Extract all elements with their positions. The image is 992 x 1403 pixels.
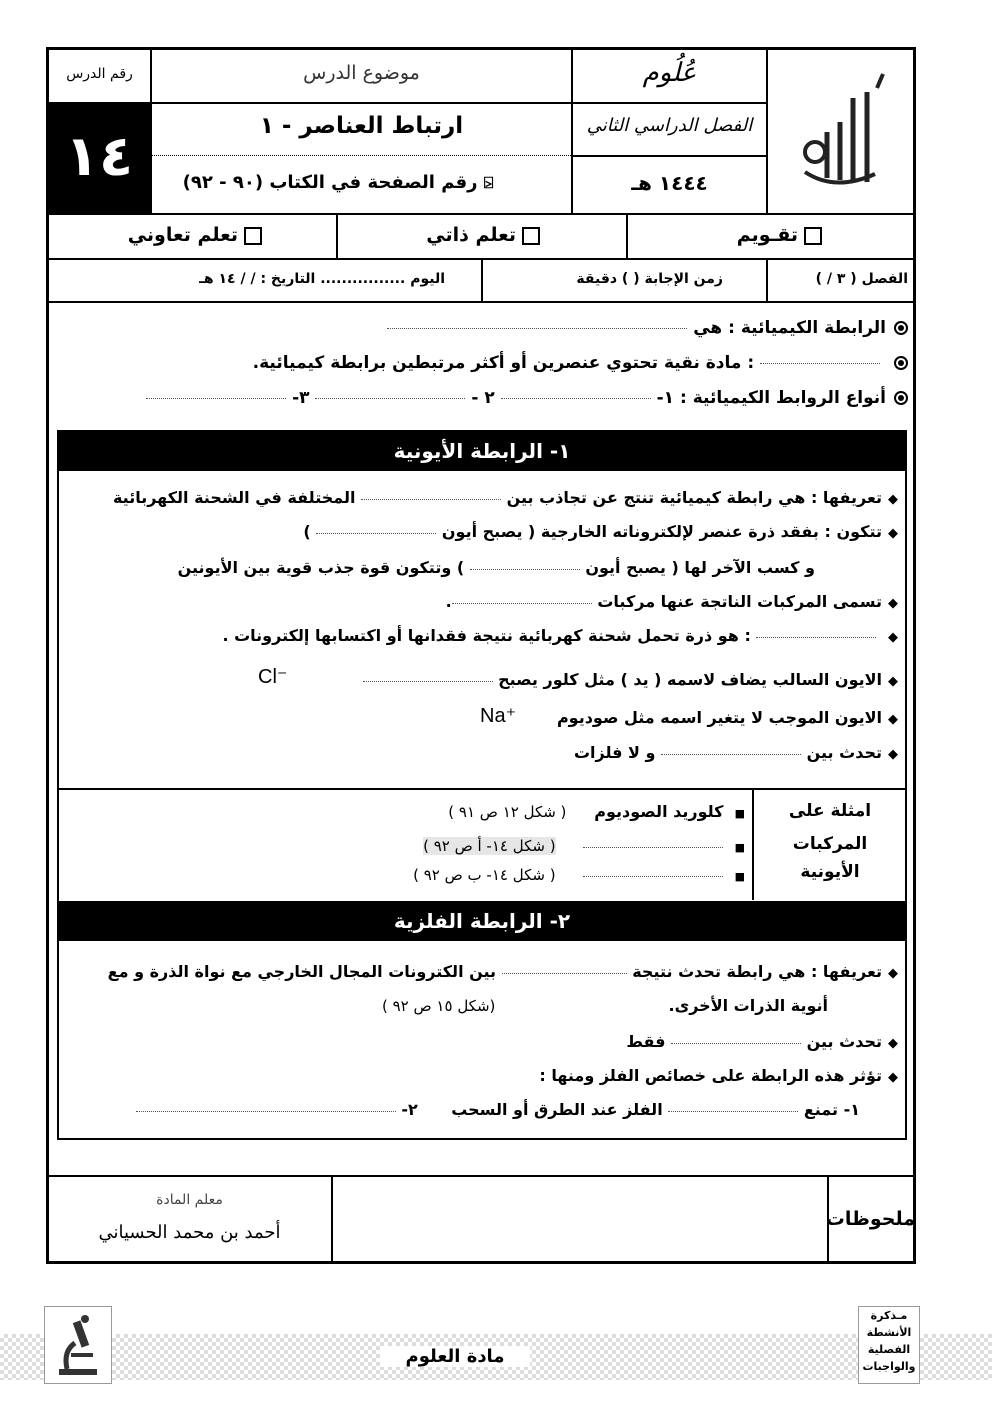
answer-blank[interactable] bbox=[668, 1110, 798, 1112]
answer-blank[interactable] bbox=[316, 532, 436, 534]
notes-label: ملحوظات bbox=[825, 1208, 915, 1230]
header-divider bbox=[766, 47, 768, 215]
square-bullet-icon: ■ bbox=[734, 870, 745, 883]
answer-blank[interactable] bbox=[146, 397, 286, 399]
booklet-line: الأنشطة bbox=[866, 1326, 912, 1339]
checkbox-icon[interactable] bbox=[522, 227, 540, 245]
intro-line-1: الرابطة الكيميائية : هي bbox=[60, 318, 908, 338]
diamond-bullet-icon: ◆ bbox=[888, 492, 898, 507]
diamond-bullet-icon: ◆ bbox=[888, 596, 898, 611]
topic-label: موضوع الدرس bbox=[303, 62, 420, 84]
answer-blank[interactable] bbox=[470, 568, 580, 570]
metallic-ref: (شكل ١٥ ص ٩٢ ) bbox=[382, 997, 496, 1015]
diamond-bullet-icon: ◆ bbox=[888, 526, 898, 541]
book-page bbox=[152, 172, 524, 193]
answer-blank[interactable] bbox=[315, 397, 465, 399]
cooperative-option[interactable] bbox=[48, 224, 268, 246]
checkbox-icon[interactable] bbox=[804, 227, 822, 245]
examples-label-1: امثلة على bbox=[788, 801, 872, 821]
answer-blank[interactable] bbox=[502, 972, 627, 974]
answer-blank[interactable] bbox=[760, 362, 880, 364]
teacher-name: أحمد بن محمد الحسياني bbox=[98, 1222, 281, 1243]
diamond-bullet-icon: ◆ bbox=[888, 1036, 898, 1051]
ionic-formation-1: ◆تتكون : بفقد ذرة عنصر لإلكتروناته الخارجية ( يصبح أيون ) bbox=[303, 522, 898, 541]
diamond-bullet-icon: ◆ bbox=[888, 630, 898, 645]
answer-time-field[interactable]: زمن الإجابة ( ) دقيقة bbox=[576, 271, 723, 287]
examples-label-3: الأيونية bbox=[800, 862, 860, 882]
answer-blank[interactable] bbox=[661, 753, 801, 755]
answer-blank[interactable] bbox=[387, 327, 687, 329]
diamond-bullet-icon: ◆ bbox=[888, 674, 898, 689]
subject-name: مادة العلوم bbox=[380, 1346, 530, 1367]
metallic-affects: ◆تؤثر هذه الرابطة على خصائص الفلز ومنها : bbox=[539, 1066, 898, 1085]
metallic-occurs: ◆تحدث بين فقط bbox=[626, 1032, 898, 1051]
example-1: ■ كلوريد الصوديوم ( شكل ١٢ ص ٩١ ) bbox=[448, 802, 745, 821]
answer-blank[interactable] bbox=[671, 1042, 801, 1044]
header-divider bbox=[571, 102, 766, 104]
lesson-number: ١٤ bbox=[48, 104, 150, 213]
calligraphy-logo-icon bbox=[775, 62, 905, 202]
microscope-logo bbox=[44, 1306, 112, 1384]
square-bullet-icon: ■ bbox=[734, 841, 745, 854]
example-3: ■ ( شكل ١٤- ب ص ٩٢ ) bbox=[413, 866, 745, 884]
booklet-line: الفصلية bbox=[867, 1343, 911, 1356]
book-icon: ⍄ bbox=[483, 173, 494, 192]
checkbox-icon[interactable] bbox=[244, 227, 262, 245]
evaluation-label: تقـويم bbox=[736, 224, 798, 246]
subject-title: عُلُوم bbox=[642, 58, 697, 88]
evaluation-option[interactable] bbox=[628, 224, 828, 246]
diamond-bullet-icon: ◆ bbox=[888, 712, 898, 727]
booklet-line: والواجبات bbox=[862, 1360, 916, 1373]
anion-line: ◆الايون السالب يضاف لاسمه ( يد ) مثل كلور يصبح bbox=[60, 670, 898, 689]
cation-line: ◆الايون الموجب لا يتغير اسمه مثل صوديوم bbox=[556, 708, 898, 727]
metallic-definition: ◆تعريفها : هي رابطة تحدث نتيجة بين الكترونات المجال الخارجي مع نواة الذرة و مع bbox=[107, 962, 898, 981]
answer-blank[interactable] bbox=[363, 680, 493, 682]
school-logo bbox=[775, 62, 905, 202]
cooperative-label: تعلم تعاوني bbox=[127, 224, 238, 246]
square-bullet-icon: ■ bbox=[734, 807, 745, 820]
intro-line-2: : مادة نقية تحتوي عنصرين أو أكثر مرتبطين برابطة كيميائية. bbox=[60, 353, 908, 373]
examples-label-2: المركبات bbox=[792, 834, 868, 854]
examples-top-line bbox=[57, 788, 907, 790]
self-learning-option[interactable] bbox=[338, 224, 546, 246]
bullet-icon bbox=[894, 321, 908, 335]
diamond-bullet-icon: ◆ bbox=[888, 747, 898, 762]
diamond-bullet-icon: ◆ bbox=[888, 1070, 898, 1085]
notes-area[interactable] bbox=[334, 1177, 826, 1262]
lesson-number-label: رقم الدرس bbox=[66, 66, 133, 82]
self-learning-label: تعلم ذاتي bbox=[426, 224, 516, 246]
answer-blank[interactable] bbox=[136, 1110, 396, 1112]
anion-symbol: Cl⁻ bbox=[258, 666, 288, 688]
ionic-named: ◆تسمى المركبات الناتجة عنها مركبات . bbox=[445, 592, 898, 611]
bullet-icon bbox=[894, 356, 908, 370]
dotted-divider bbox=[152, 155, 571, 156]
ion-definition: ◆ : هو ذرة تحمل شحنة كهربائية نتيجة فقدانها أو اكتسابها إلكترونات . bbox=[222, 626, 898, 645]
cation-symbol: Na⁺ bbox=[480, 705, 517, 727]
answer-blank[interactable] bbox=[361, 498, 501, 500]
header-divider bbox=[571, 155, 766, 157]
row-line bbox=[46, 301, 916, 303]
hijri-year: ١٤٤٤ هـ bbox=[631, 171, 708, 195]
microscope-icon bbox=[45, 1307, 111, 1383]
metallic-definition-2: أنوية الذرات الأخرى. bbox=[668, 996, 828, 1015]
intro-line-3: أنواع الروابط الكيميائية : ١- ٢ - ٣- bbox=[60, 388, 908, 408]
booklet-badge bbox=[858, 1306, 920, 1384]
ionic-occurs: ◆تحدث بين و لا فلزات bbox=[573, 743, 898, 762]
answer-blank[interactable] bbox=[583, 875, 723, 877]
example-2: ■ ( شكل ١٤- أ ص ٩٢ ) bbox=[423, 837, 745, 855]
booklet-line: مـذكرة bbox=[870, 1309, 908, 1322]
class-field[interactable]: الفصل ( ٣ / ) bbox=[815, 271, 908, 287]
bullet-icon bbox=[894, 391, 908, 405]
answer-blank[interactable] bbox=[452, 602, 592, 604]
metallic-properties: ١- تمنع الفلز عند الطرق أو السحب ٢- bbox=[60, 1100, 860, 1119]
answer-blank[interactable] bbox=[756, 636, 876, 638]
answer-blank[interactable] bbox=[583, 846, 723, 848]
diamond-bullet-icon: ◆ bbox=[888, 966, 898, 981]
ionic-formation-2: و كسب الآخر لها ( يصبح أيون ) وتتكون قوة جذب قوية بين الأيونين bbox=[177, 558, 815, 577]
day-date-field[interactable]: اليوم ................ التاريخ : / / ١٤ هـ bbox=[199, 271, 445, 287]
semester: الفصل الدراسي الثاني bbox=[586, 115, 753, 136]
answer-blank[interactable] bbox=[501, 397, 651, 399]
header-bottom-line bbox=[46, 213, 916, 215]
ionic-section-title: ١- الرابطة الأيونية bbox=[57, 431, 907, 471]
metallic-section-title: ٢- الرابطة الفلزية bbox=[57, 901, 907, 941]
topic-title: ارتباط العناصر - ١ bbox=[259, 113, 464, 139]
footer-divider bbox=[331, 1175, 333, 1264]
ionic-definition: ◆تعريفها : هي رابطة كيميائية تنتج عن تجاذب بين المختلفة في الشحنة الكهربائية bbox=[112, 488, 898, 507]
book-page-text: رقم الصفحة في الكتاب (٩٠ - ٩٢) bbox=[182, 172, 478, 193]
teacher-label: معلم المادة bbox=[156, 1192, 223, 1208]
